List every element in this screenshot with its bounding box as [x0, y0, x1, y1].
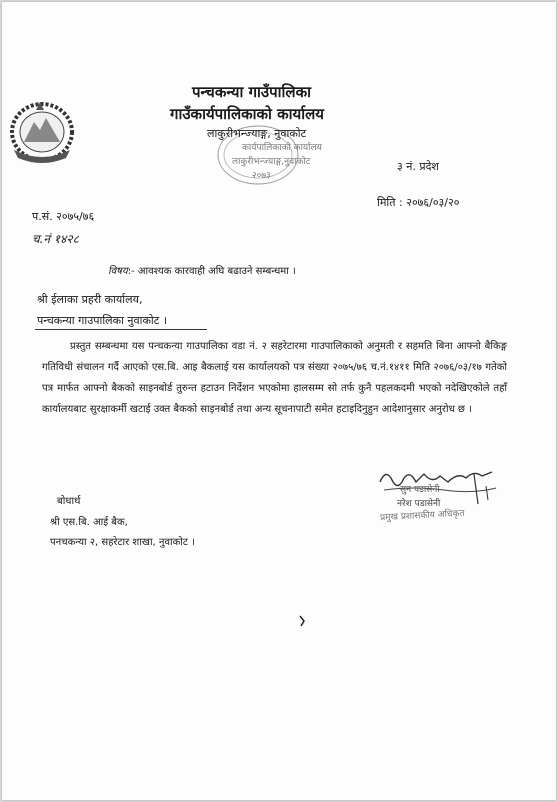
letter-body: प्रस्तुत सम्बन्धमा यस पन्चकन्या गाउपालिका वडा नं. २ सहरेटारमा गाउपालिकाको अनुमती र सहमति बिना आफ्नो बैकिङ्ग गतिविधी संचालन गर्दै आएको एस.बि. आइ बैकलाई यस कार्यालयको पत्र संख्या २०७५/७६ च.नं.१४११ मिति २०७६/०३/१७ गतेको पत्र मार्फत आफ्नो बैकको साइनबोर्ड तुरुन्त हटाउन निर्देशन भएकोमा हालसम्म सो तर्फ कुनै पहलकदमी भएको नदेखिएकोले तहाँ कार्यालयबाट सुरक्षाकर्मी खटाई उक्त बैकको साइनबोर्ड तथा अन्य सूचनापाटी समेत हटाइदिनुहुन आदेशानुसार अनुरोध छ ।	[42, 341, 507, 415]
org-name: पन्चकन्या गाउँपालिका	[192, 83, 311, 101]
signer-name: नरेश पडासेनी	[397, 499, 441, 509]
letter-date: मिति : २०७६/०३/२०	[377, 196, 460, 209]
reference-number: प.सं. २०७५/७६	[32, 210, 95, 223]
dispatch-number: च.नं १४२८	[32, 232, 79, 246]
cc-line-2: पनचकन्या २, सहरेटार शाखा, नुवाकोट ।	[50, 537, 195, 548]
subject-line	[108, 263, 296, 277]
cc-label: बोधार्थ	[57, 496, 81, 507]
office-address: लाकुरीभन्ज्याङ्ग, नुवाकोट	[207, 127, 307, 140]
cc-line-1: श्री एस.बि. आई बैक,	[50, 517, 128, 528]
letter-page	[2, 2, 556, 800]
seal-text-3: २०७३	[252, 171, 271, 181]
ink-mark-icon	[298, 615, 306, 627]
recipient-underline	[35, 329, 207, 330]
signer-stamp: प्रमुख प्रशासकीय अधिकृत	[379, 508, 465, 524]
province-label: ३ नं. प्रदेश	[397, 160, 439, 173]
subject-text: :- आवश्यक कारवाही अघि बढाउने सम्बन्धमा ।	[127, 266, 296, 277]
recipient-line-1: श्री ईलाका प्रहरी कार्यालय,	[37, 293, 143, 306]
office-name: गाउँकार्यपालिकाको कार्यालय	[170, 105, 325, 123]
subject-label: विषय	[108, 266, 128, 277]
seal-text-1: कार्यपालिकाको कार्यालय	[242, 143, 322, 153]
recipient-line-2: पन्चकन्या गाउपालिका नुवाकोट ।	[37, 314, 167, 327]
seal-text-2: लाकुरीभन्ज्याङ्ग,नुवाकोट	[232, 157, 311, 167]
nepal-emblem-icon	[6, 98, 78, 168]
signer-title: सुन पडासेनी	[400, 485, 440, 495]
